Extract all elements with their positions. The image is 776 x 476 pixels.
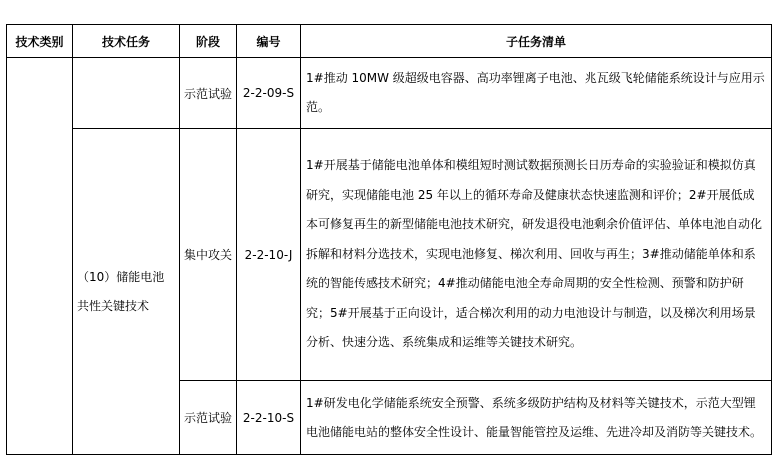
stage-cell: 集中攻关: [180, 129, 237, 381]
code-cell: 2-2-10-J: [237, 129, 301, 381]
category-cell: [7, 58, 73, 455]
header-stage: 阶段: [180, 25, 237, 58]
table-row: [7, 58, 772, 129]
code-cell: 2-2-10-S: [237, 381, 301, 455]
subtask-cell: 1#推动 10MW 级超级电容器、高功率锂离子电池、兆瓦级飞轮储能系统设计与应用示范。: [301, 58, 772, 129]
subtask-cell: 1#开展基于储能电池单体和模组短时测试数据预测长日历寿命的实验验证和模拟仿真研究，实现储能电池 25 年以上的循环寿命及健康状态快速监测和评价；2#开展低成本可修复再生的新型储能电池技术研究，研发退役电池剩余价值评估、单体电池自动化拆解和材料分选技术，实现电池修复、梯次利用、回收与再生；3#推动储能单体和系统的智能传感技术研究；4#推动储能电池全寿命周期的安全性检测、预警和防护研究；5#开展基于正向设计，适合梯次利用的动力电池设计与制造，以及梯次利用场景分析、快速分选、系统集成和运维等关键技术研究。: [301, 129, 772, 381]
code-cell: 2-2-09-S: [237, 58, 301, 129]
header-row: [7, 25, 772, 58]
stage-cell: 示范试验: [180, 381, 237, 455]
header-subtasks: 子任务清单: [301, 25, 772, 58]
stage-cell: 示范试验: [180, 58, 237, 129]
header-category: 技术类别: [7, 25, 73, 58]
task-cell-empty: [73, 58, 180, 129]
table-row: [7, 129, 772, 381]
task-table: [6, 24, 772, 455]
subtask-cell: 1#研发电化学储能系统安全预警、系统多级防护结构及材料等关键技术，示范大型锂电池储能电站的整体安全性设计、能量智能管控及运维、先进冷却及消防等关键技术。: [301, 381, 772, 455]
task-cell: （10）储能电池共性关键技术: [73, 129, 180, 455]
header-code: 编号: [237, 25, 301, 58]
header-task: 技术任务: [73, 25, 180, 58]
